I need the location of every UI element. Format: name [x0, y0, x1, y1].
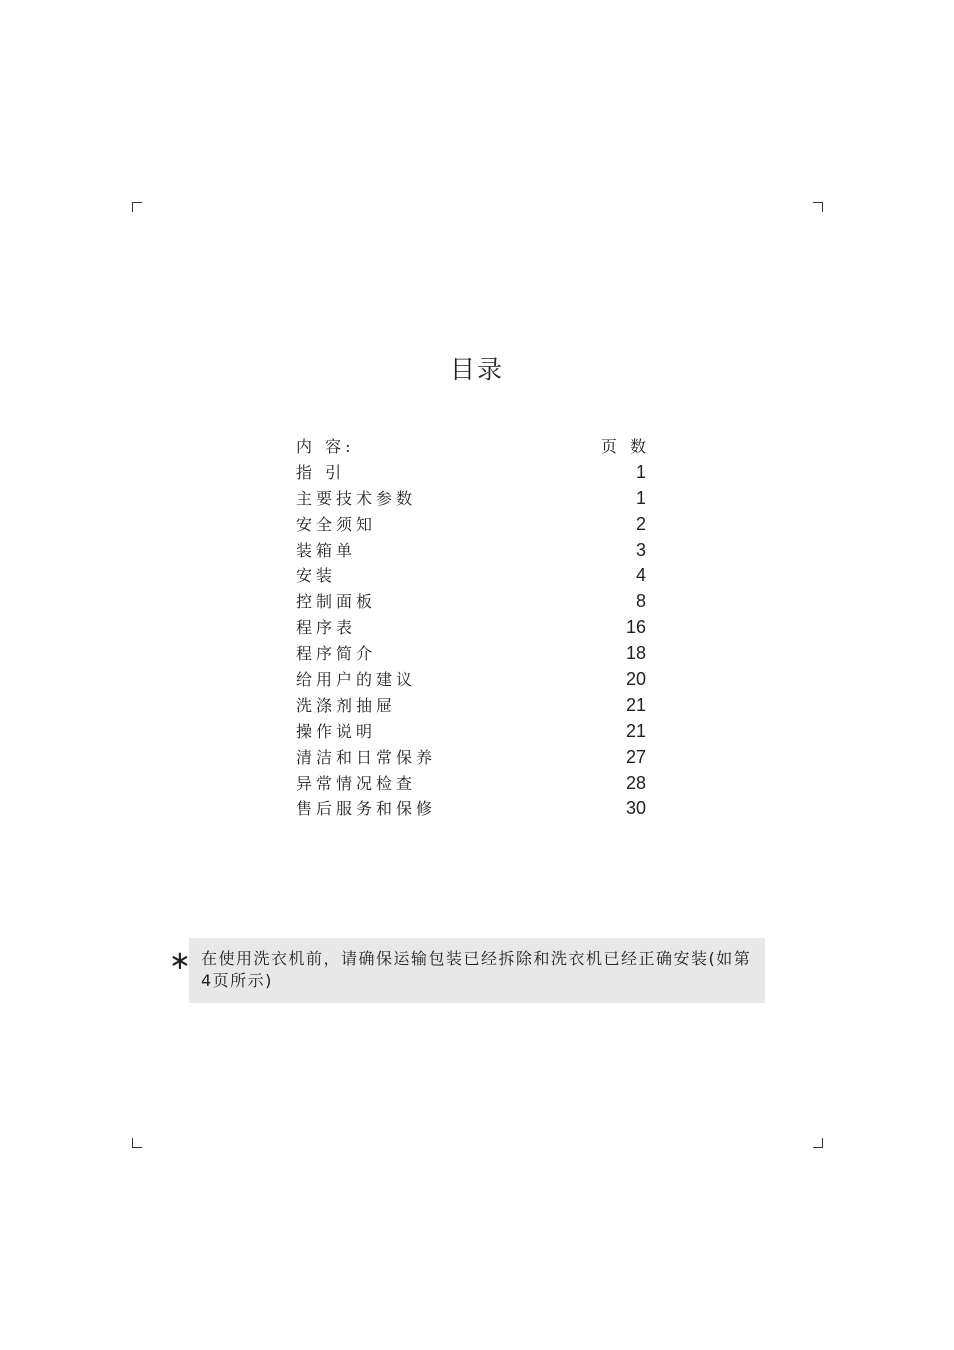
toc-entry[interactable]: [296, 641, 648, 667]
toc-entry-label: 洗涤剂抽屉: [296, 695, 397, 715]
toc-entry-page: 18: [625, 643, 646, 664]
toc-entry-page: 8: [635, 591, 646, 612]
toc-entry[interactable]: [296, 486, 648, 512]
toc-entry-label: 主要技术参数: [296, 488, 417, 508]
toc-entry-label: 安装: [296, 566, 337, 586]
toc-entry-label: 异常情况检查: [296, 773, 417, 793]
toc-entry[interactable]: [296, 771, 648, 797]
toc-entry-label: 指 引: [296, 462, 346, 482]
toc-entry-page: 2: [635, 513, 646, 534]
toc-entry-page: 21: [625, 694, 646, 715]
toc-entry-page: 3: [635, 539, 646, 560]
toc-entry-label: 给用户的建议: [296, 670, 417, 690]
toc-entry-page: 1: [635, 487, 646, 508]
crop-mark-bottom-right: [813, 1138, 823, 1148]
crop-mark-top-left: [132, 202, 142, 212]
toc-header-page: 页 数: [600, 437, 650, 456]
crop-mark-bottom-left: [132, 1138, 142, 1148]
crop-mark-top-right: [813, 202, 823, 212]
notice-text: 在使用洗衣机前，请确保运输包装已经拆除和洗衣机已经正确安装(如第4页所示): [201, 949, 752, 990]
toc-entry-page: 27: [625, 746, 646, 767]
toc-entry-page: 1: [635, 461, 646, 482]
toc-entry-page: 20: [625, 669, 646, 690]
toc-entry[interactable]: [296, 460, 648, 486]
toc-entry[interactable]: [296, 796, 648, 822]
toc-entry-page: 21: [625, 720, 646, 741]
table-of-contents: [296, 434, 648, 822]
toc-entry[interactable]: [296, 693, 648, 719]
toc-entry-page: 16: [625, 617, 646, 638]
asterisk-icon: ∗: [169, 946, 191, 976]
toc-entry[interactable]: [296, 745, 648, 771]
toc-entry-label: 售后服务和保修: [296, 799, 437, 819]
toc-entry-page: 28: [625, 772, 646, 793]
toc-entry-label: 操作说明: [296, 721, 377, 741]
toc-entry-label: 安全须知: [296, 514, 377, 534]
toc-entry-label: 控制面板: [296, 592, 377, 612]
toc-entry[interactable]: [296, 563, 648, 589]
toc-entry-label: 程序简介: [296, 644, 377, 664]
page-title: 目录: [449, 355, 504, 384]
toc-entry-label: 清洁和日常保养: [296, 747, 437, 767]
toc-header-contents: 内 容:: [296, 437, 355, 456]
toc-entry-page: 4: [635, 565, 646, 586]
toc-entry[interactable]: [296, 538, 648, 564]
toc-entry-label: 装箱单: [296, 540, 357, 560]
toc-entry-label: 程序表: [296, 618, 357, 638]
toc-entry-page: 30: [625, 798, 646, 819]
toc-entry[interactable]: [296, 719, 648, 745]
toc-entry[interactable]: [296, 512, 648, 538]
toc-header-row: [296, 434, 648, 460]
toc-entry[interactable]: [296, 615, 648, 641]
toc-entry[interactable]: [296, 589, 648, 615]
toc-entry[interactable]: [296, 667, 648, 693]
